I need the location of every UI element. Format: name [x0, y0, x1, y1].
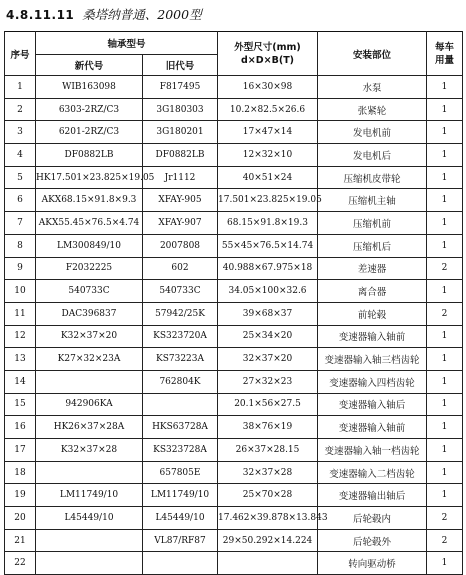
table-row: [5, 507, 463, 530]
cell-new-code: [36, 529, 143, 552]
cell-install-position: 变速器输出轴后: [318, 484, 427, 507]
header-qty-line2: 用量: [435, 54, 455, 66]
cell-install-position: 变速器输入轴前: [318, 416, 427, 439]
cell-install-position: 前轮毂: [318, 302, 427, 325]
cell-install-position: 变速器输入二档齿轮: [318, 461, 427, 484]
section-number: 4.8.11.11: [6, 8, 75, 22]
cell-old-code: 3G180303: [143, 98, 218, 121]
table-row: [5, 144, 463, 167]
cell-install-position: 发电机后: [318, 144, 427, 167]
cell-old-code: 602: [143, 257, 218, 280]
cell-install-position: 压缩机主轴: [318, 189, 427, 212]
section-heading: [6, 5, 202, 25]
cell-old-code: XFAY-907: [143, 212, 218, 235]
table-row: [5, 370, 463, 393]
cell-seq: 22: [5, 552, 36, 575]
cell-qty: 1: [427, 348, 463, 371]
cell-dimension: 40.988×67.975×18: [218, 257, 318, 280]
cell-new-code: [36, 370, 143, 393]
cell-seq: 11: [5, 302, 36, 325]
cell-seq: 21: [5, 529, 36, 552]
header-dimension-line2: d×D×B(T): [241, 54, 295, 66]
cell-dimension: 32×37×20: [218, 348, 318, 371]
table-row: [5, 76, 463, 99]
cell-seq: 10: [5, 280, 36, 303]
cell-qty: 1: [427, 484, 463, 507]
cell-old-code: 57942/25K: [143, 302, 218, 325]
cell-seq: 16: [5, 416, 36, 439]
cell-install-position: 张紧轮: [318, 98, 427, 121]
cell-install-position: 变速器输入四档齿轮: [318, 370, 427, 393]
cell-old-code: 3G180201: [143, 121, 218, 144]
header-qty: [427, 32, 463, 76]
cell-new-code: 6201-2RZ/C3: [36, 121, 143, 144]
cell-qty: 1: [427, 212, 463, 235]
cell-seq: 9: [5, 257, 36, 280]
cell-install-position: 压缩机皮带轮: [318, 166, 427, 189]
cell-install-position: 转向驱动桥: [318, 552, 427, 575]
cell-new-code: L45449/10: [36, 507, 143, 530]
cell-qty: 2: [427, 529, 463, 552]
cell-dimension: 32×37×28: [218, 461, 318, 484]
header-old-code: 旧代号: [143, 55, 218, 76]
table-row: [5, 348, 463, 371]
cell-new-code: K32×37×20: [36, 325, 143, 348]
cell-new-code: AKX68.15×91.8×9.3: [36, 189, 143, 212]
cell-old-code: L45449/10: [143, 507, 218, 530]
cell-qty: 1: [427, 552, 463, 575]
table-row: [5, 212, 463, 235]
cell-install-position: 后轮毂内: [318, 507, 427, 530]
cell-new-code: DAC396837: [36, 302, 143, 325]
table-row: [5, 121, 463, 144]
cell-new-code: 942906KA: [36, 393, 143, 416]
cell-qty: 1: [427, 370, 463, 393]
cell-new-code: LM11749/10: [36, 484, 143, 507]
header-dimension-line1: 外型尺寸(mm): [234, 41, 301, 53]
table-row: [5, 257, 463, 280]
cell-old-code: [143, 393, 218, 416]
cell-qty: 1: [427, 461, 463, 484]
cell-qty: 1: [427, 393, 463, 416]
cell-install-position: 发电机前: [318, 121, 427, 144]
table-row: [5, 166, 463, 189]
table-row: [5, 325, 463, 348]
cell-qty: 1: [427, 189, 463, 212]
cell-dimension: 68.15×91.8×19.3: [218, 212, 318, 235]
cell-seq: 8: [5, 234, 36, 257]
cell-seq: 5: [5, 166, 36, 189]
cell-dimension: 20.1×56×27.5: [218, 393, 318, 416]
cell-seq: 14: [5, 370, 36, 393]
cell-dimension: 25×70×28: [218, 484, 318, 507]
cell-qty: 1: [427, 144, 463, 167]
cell-install-position: 变速器输入轴后: [318, 393, 427, 416]
cell-install-position: 水泵: [318, 76, 427, 99]
cell-old-code: HKS63728A: [143, 416, 218, 439]
cell-seq: 7: [5, 212, 36, 235]
cell-dimension: 16×30×98: [218, 76, 318, 99]
table-row: [5, 98, 463, 121]
cell-qty: 2: [427, 302, 463, 325]
cell-seq: 4: [5, 144, 36, 167]
cell-new-code: K27×32×23A: [36, 348, 143, 371]
cell-old-code: Jr1112: [143, 166, 218, 189]
cell-dimension: 55×45×76.5×14.74: [218, 234, 318, 257]
cell-dimension: 10.2×82.5×26.6: [218, 98, 318, 121]
cell-seq: 19: [5, 484, 36, 507]
cell-qty: 1: [427, 325, 463, 348]
cell-dimension: [218, 552, 318, 575]
cell-old-code: KS323720A: [143, 325, 218, 348]
table-row: [5, 393, 463, 416]
table-row: [5, 439, 463, 462]
cell-qty: 2: [427, 257, 463, 280]
cell-install-position: 压缩机后: [318, 234, 427, 257]
cell-old-code: 2007808: [143, 234, 218, 257]
cell-dimension: 17.462×39.878×13.843: [218, 507, 318, 530]
header-seq: 序号: [5, 32, 36, 76]
cell-qty: 1: [427, 121, 463, 144]
cell-qty: 1: [427, 166, 463, 189]
cell-install-position: 压缩机前: [318, 212, 427, 235]
cell-qty: 1: [427, 280, 463, 303]
table-row: [5, 189, 463, 212]
cell-old-code: LM11749/10: [143, 484, 218, 507]
table-row: [5, 302, 463, 325]
bearing-table: [4, 31, 463, 575]
header-dimension: [218, 32, 318, 76]
cell-seq: 18: [5, 461, 36, 484]
cell-qty: 1: [427, 76, 463, 99]
cell-seq: 13: [5, 348, 36, 371]
cell-seq: 3: [5, 121, 36, 144]
cell-old-code: KS73223A: [143, 348, 218, 371]
table-row: [5, 529, 463, 552]
cell-new-code: DF0882LB: [36, 144, 143, 167]
cell-new-code: [36, 552, 143, 575]
table-row: [5, 280, 463, 303]
cell-dimension: 38×76×19: [218, 416, 318, 439]
table-row: [5, 552, 463, 575]
cell-dimension: 25×34×20: [218, 325, 318, 348]
table-row: [5, 234, 463, 257]
cell-install-position: 后轮毂外: [318, 529, 427, 552]
table-body: [5, 76, 463, 575]
cell-new-code: LM300849/10: [36, 234, 143, 257]
table-row: [5, 484, 463, 507]
cell-new-code: 540733C: [36, 280, 143, 303]
cell-old-code: [143, 552, 218, 575]
cell-qty: 1: [427, 98, 463, 121]
header-install-position: 安装部位: [318, 32, 427, 76]
header-bearing-model: 轴承型号: [36, 32, 218, 55]
cell-seq: 17: [5, 439, 36, 462]
cell-dimension: 27×32×23: [218, 370, 318, 393]
cell-qty: 1: [427, 439, 463, 462]
cell-seq: 12: [5, 325, 36, 348]
cell-seq: 1: [5, 76, 36, 99]
header-new-code: 新代号: [36, 55, 143, 76]
cell-seq: 6: [5, 189, 36, 212]
cell-new-code: HK26×37×28A: [36, 416, 143, 439]
cell-dimension: 12×32×10: [218, 144, 318, 167]
cell-dimension: 26×37×28.15: [218, 439, 318, 462]
cell-qty: 2: [427, 507, 463, 530]
cell-dimension: 17.501×23.825×19.05: [218, 189, 318, 212]
cell-install-position: 变速器输入轴一档齿轮: [318, 439, 427, 462]
cell-new-code: K32×37×28: [36, 439, 143, 462]
cell-new-code: AKX55.45×76.5×4.74: [36, 212, 143, 235]
cell-install-position: 变速器输入轴三档齿轮: [318, 348, 427, 371]
cell-old-code: 657805E: [143, 461, 218, 484]
cell-dimension: 40×51×24: [218, 166, 318, 189]
cell-old-code: XFAY-905: [143, 189, 218, 212]
cell-new-code: WIB163098: [36, 76, 143, 99]
cell-new-code: [36, 461, 143, 484]
cell-seq: 20: [5, 507, 36, 530]
cell-qty: 1: [427, 416, 463, 439]
section-title: 桑塔纳普通、2000型: [82, 7, 202, 22]
cell-old-code: DF0882LB: [143, 144, 218, 167]
cell-old-code: VL87/RF87: [143, 529, 218, 552]
cell-old-code: F817495: [143, 76, 218, 99]
cell-old-code: KS323728A: [143, 439, 218, 462]
table-row: [5, 461, 463, 484]
cell-new-code: HK17.501×23.825×19.05: [36, 166, 143, 189]
cell-new-code: 6303-2RZ/C3: [36, 98, 143, 121]
cell-dimension: 29×50.292×14.224: [218, 529, 318, 552]
table-row: [5, 416, 463, 439]
cell-new-code: F2032225: [36, 257, 143, 280]
cell-old-code: 762804K: [143, 370, 218, 393]
cell-seq: 2: [5, 98, 36, 121]
cell-seq: 15: [5, 393, 36, 416]
cell-install-position: 离合器: [318, 280, 427, 303]
header-qty-line1: 每车: [435, 41, 455, 53]
cell-dimension: 34.05×100×32.6: [218, 280, 318, 303]
cell-dimension: 39×68×37: [218, 302, 318, 325]
cell-old-code: 540733C: [143, 280, 218, 303]
cell-install-position: 变速器输入轴前: [318, 325, 427, 348]
cell-dimension: 17×47×14: [218, 121, 318, 144]
cell-install-position: 差速器: [318, 257, 427, 280]
cell-qty: 1: [427, 234, 463, 257]
